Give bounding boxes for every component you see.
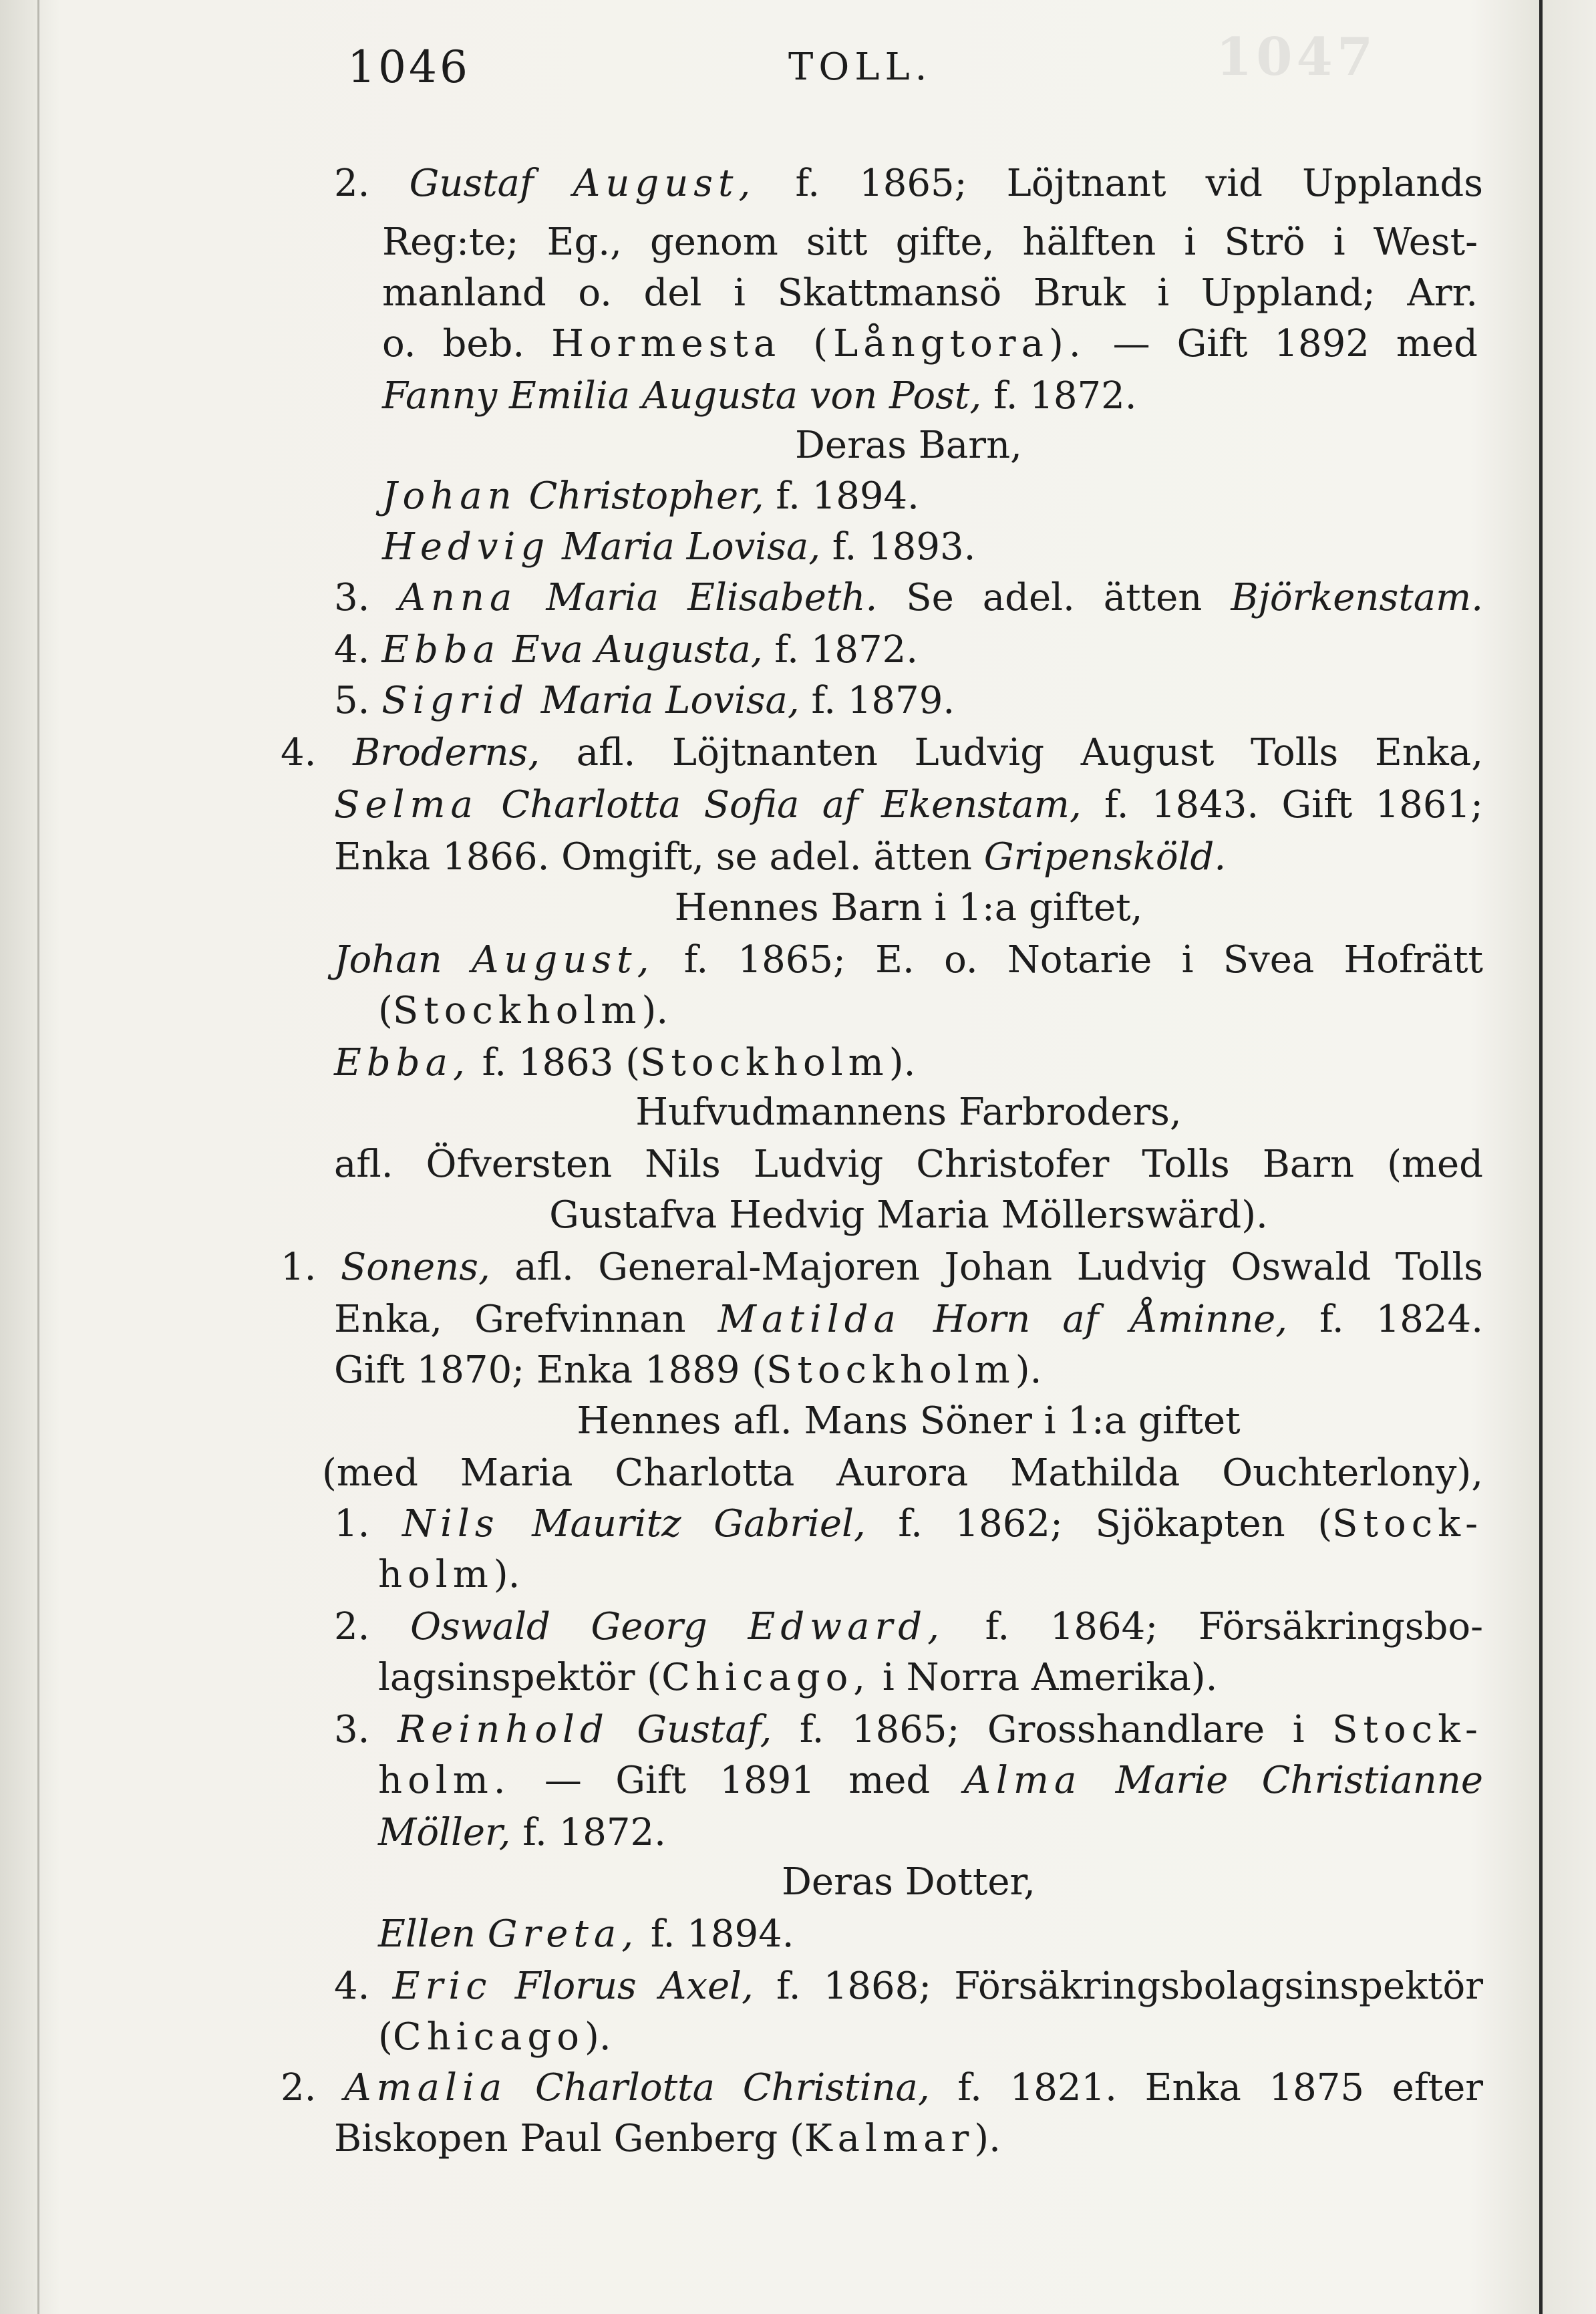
text-line: afl. Öfversten Nils Ludvig Christofer Tolls Barn (med (334, 1143, 1483, 1186)
running-head: TOLL. (788, 45, 933, 89)
text-line: o. beb. Hormesta (Långtora). — Gift 1892 med (382, 322, 1478, 366)
subheading: Hufvudmannens Farbroders, (635, 1091, 1182, 1134)
text-line: Möller, f. 1872. (378, 1811, 666, 1854)
text-line: 4. Ebba Eva Augusta, f. 1872. (334, 628, 919, 672)
bleed-through-page-number: 1047 (1216, 27, 1378, 88)
text-line: (med Maria Charlotta Aurora Mathilda Ouchterlony), (322, 1451, 1483, 1495)
text-line: Johan August, f. 1865; E. o. Notarie i Svea Hofrätt (334, 938, 1483, 982)
text-line: manland o. del i Skattmansö Bruk i Uppland; Arr. (382, 271, 1478, 315)
text-line: 1. Sonens, afl. General-Majoren Johan Ludvig Oswald Tolls (281, 1246, 1483, 1289)
text-line: 2. Gustaf August, f. 1865; Löjtnant vid Upplands (334, 162, 1483, 205)
subheading: Hennes afl. Mans Söner i 1:a giftet (577, 1399, 1241, 1443)
text-line: Enka, Grefvinnan Matilda Horn af Åminne, f. 1824. (334, 1298, 1483, 1341)
text-line: 3. Anna Maria Elisabeth. Se adel. ätten Björkenstam. (334, 576, 1484, 619)
text-line: 4. Broderns, afl. Löjtnanten Ludvig August Tolls Enka, (281, 731, 1483, 774)
text-line: (Chicago). (378, 2015, 611, 2059)
text-line: Johan Christopher, f. 1894. (382, 474, 919, 518)
text-line: Ellen Greta, f. 1894. (378, 1912, 794, 1956)
text-line: lagsinspektör (Chicago, i Norra Amerika). (378, 1656, 1218, 1699)
text-line: 4. Eric Florus Axel, f. 1868; Försäkringsbolagsinspektör (334, 1965, 1483, 2008)
page-number: 1046 (347, 41, 470, 93)
text-line: Ebba, f. 1863 (Stockholm). (334, 1041, 916, 1084)
text-line: Fanny Emilia Augusta von Post, f. 1872. (382, 374, 1137, 418)
subheading: Hennes Barn i 1:a giftet, (674, 886, 1143, 929)
text-line: holm. — Gift 1891 med Alma Marie Christianne (378, 1759, 1483, 1802)
text-line: Selma Charlotta Sofia af Ekenstam, f. 1843. Gift 1861; (334, 783, 1483, 827)
text-line: Gustafva Hedvig Maria Möllerswärd). (549, 1193, 1268, 1237)
text-line: Biskopen Paul Genberg (Kalmar). (334, 2117, 1001, 2160)
text-line: holm). (378, 1553, 520, 1596)
subheading: Deras Dotter, (782, 1860, 1035, 1904)
subheading: Deras Barn, (795, 424, 1022, 467)
text-line: 2. Oswald Georg Edward, f. 1864; Försäkringsbo- (334, 1605, 1484, 1648)
text-line: Gift 1870; Enka 1889 (Stockholm). (334, 1348, 1042, 1392)
text-line: 5. Sigrid Maria Lovisa, f. 1879. (334, 679, 955, 722)
text-line: Enka 1866. Omgift, se adel. ätten Gripensköld. (334, 835, 1227, 879)
text-line: (Stockholm). (378, 989, 669, 1032)
text-line: 1. Nils Mauritz Gabriel, f. 1862; Sjökapten (Stock- (334, 1502, 1483, 1546)
text-line: Hedvig Maria Lovisa, f. 1893. (382, 525, 976, 569)
text-line: 2. Amalia Charlotta Christina, f. 1821. Enka 1875 efter (281, 2066, 1483, 2110)
text-line: 3. Reinhold Gustaf, f. 1865; Grosshandlare i Stock- (334, 1708, 1483, 1751)
text-line: Reg:te; Eg., genom sitt gifte, hälften i Strö i West- (382, 221, 1478, 264)
